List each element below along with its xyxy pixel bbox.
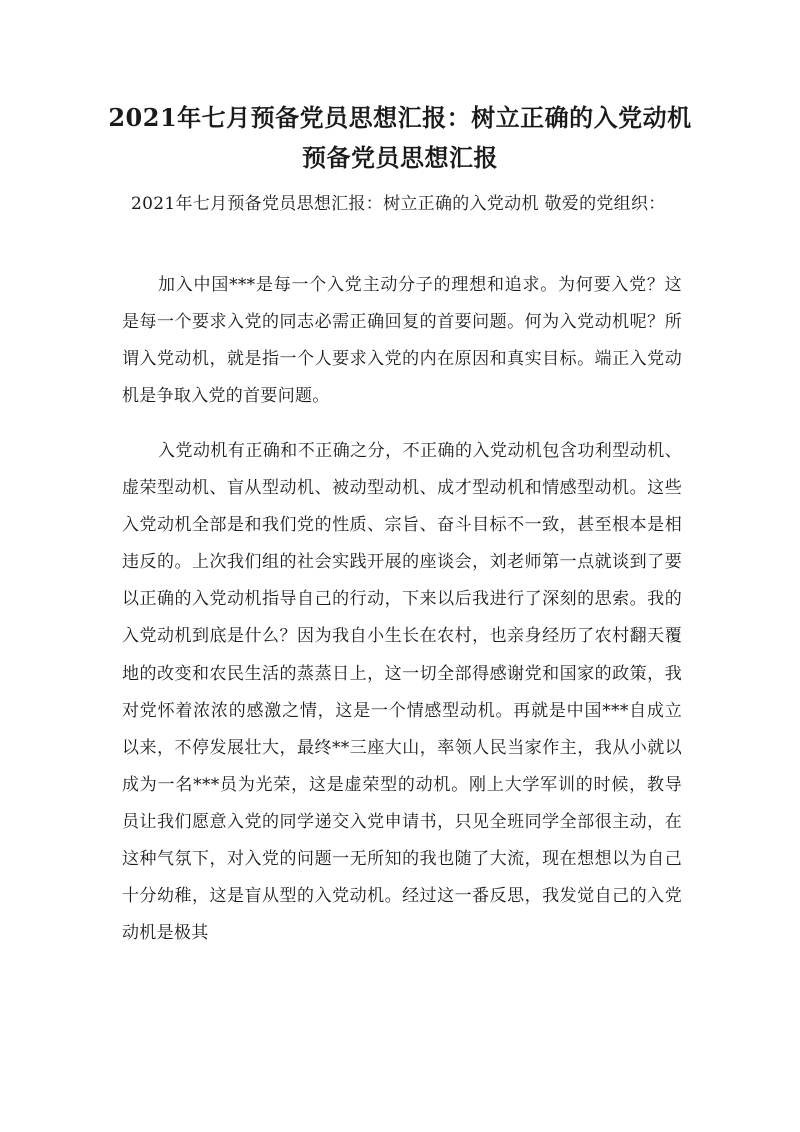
intro-paragraph: 2021年七月预备党员思想汇报：树立正确的入党动机 敬爱的党组织： xyxy=(131,194,666,214)
body-paragraph-1: 加入中国***是每一个入党主动分子的理想和追求。为何要入党？这是每一个要求入党的同志必需正确回复的首要问题。何为入党动机呢？所谓入党动机，就是指一个人要求入党的内在原因和真实目标。端正入党动机是争取入党的首要问题。 xyxy=(122,275,682,407)
document-title: 2021年七月预备党员思想汇报：树立正确的入党动机 xyxy=(108,103,692,132)
document-subtitle: 预备党员思想汇报 xyxy=(302,143,498,172)
body-paragraph-2: 入党动机有正确和不正确之分，不正确的入党动机包含功利型动机、虚荣型动机、盲从型动机、被动型动机、成才型动机和情感型动机。这些入党动机全部是和我们党的性质、宗旨、奋斗目标不一致，甚至根本是相违反的。上次我们组的社会实践开展的座谈会，刘老师第一点就谈到了要以正确的入党动机指导自己的行动，下来以后我进行了深刻的思索。我的入党动机到底是什么？因为我自小生长在农村，也亲身经历了农村翻天覆地的改变和农民生活的蒸蒸日上，这一切全部得感谢党和国家的政策，我对党怀着浓浓的感激之情，这是一个情感型动机。再就是中国***自成立以来，不停发展壮大，最终**三座大山，率领人民当家作主，我从小就以成为一名***员为光荣，这是虚荣型的动机。刚上大学军训的时候，教导员让我们愿意入党的同学递交入党申请书，只见全班同学全部很主动，在这种气氛下，对入党的问题一无所知的我也随了大流，现在想想以为自己十分幼稚，这是盲从型的入党动机。经过这一番反思，我发觉自己的入党动机是极其 xyxy=(122,441,682,944)
